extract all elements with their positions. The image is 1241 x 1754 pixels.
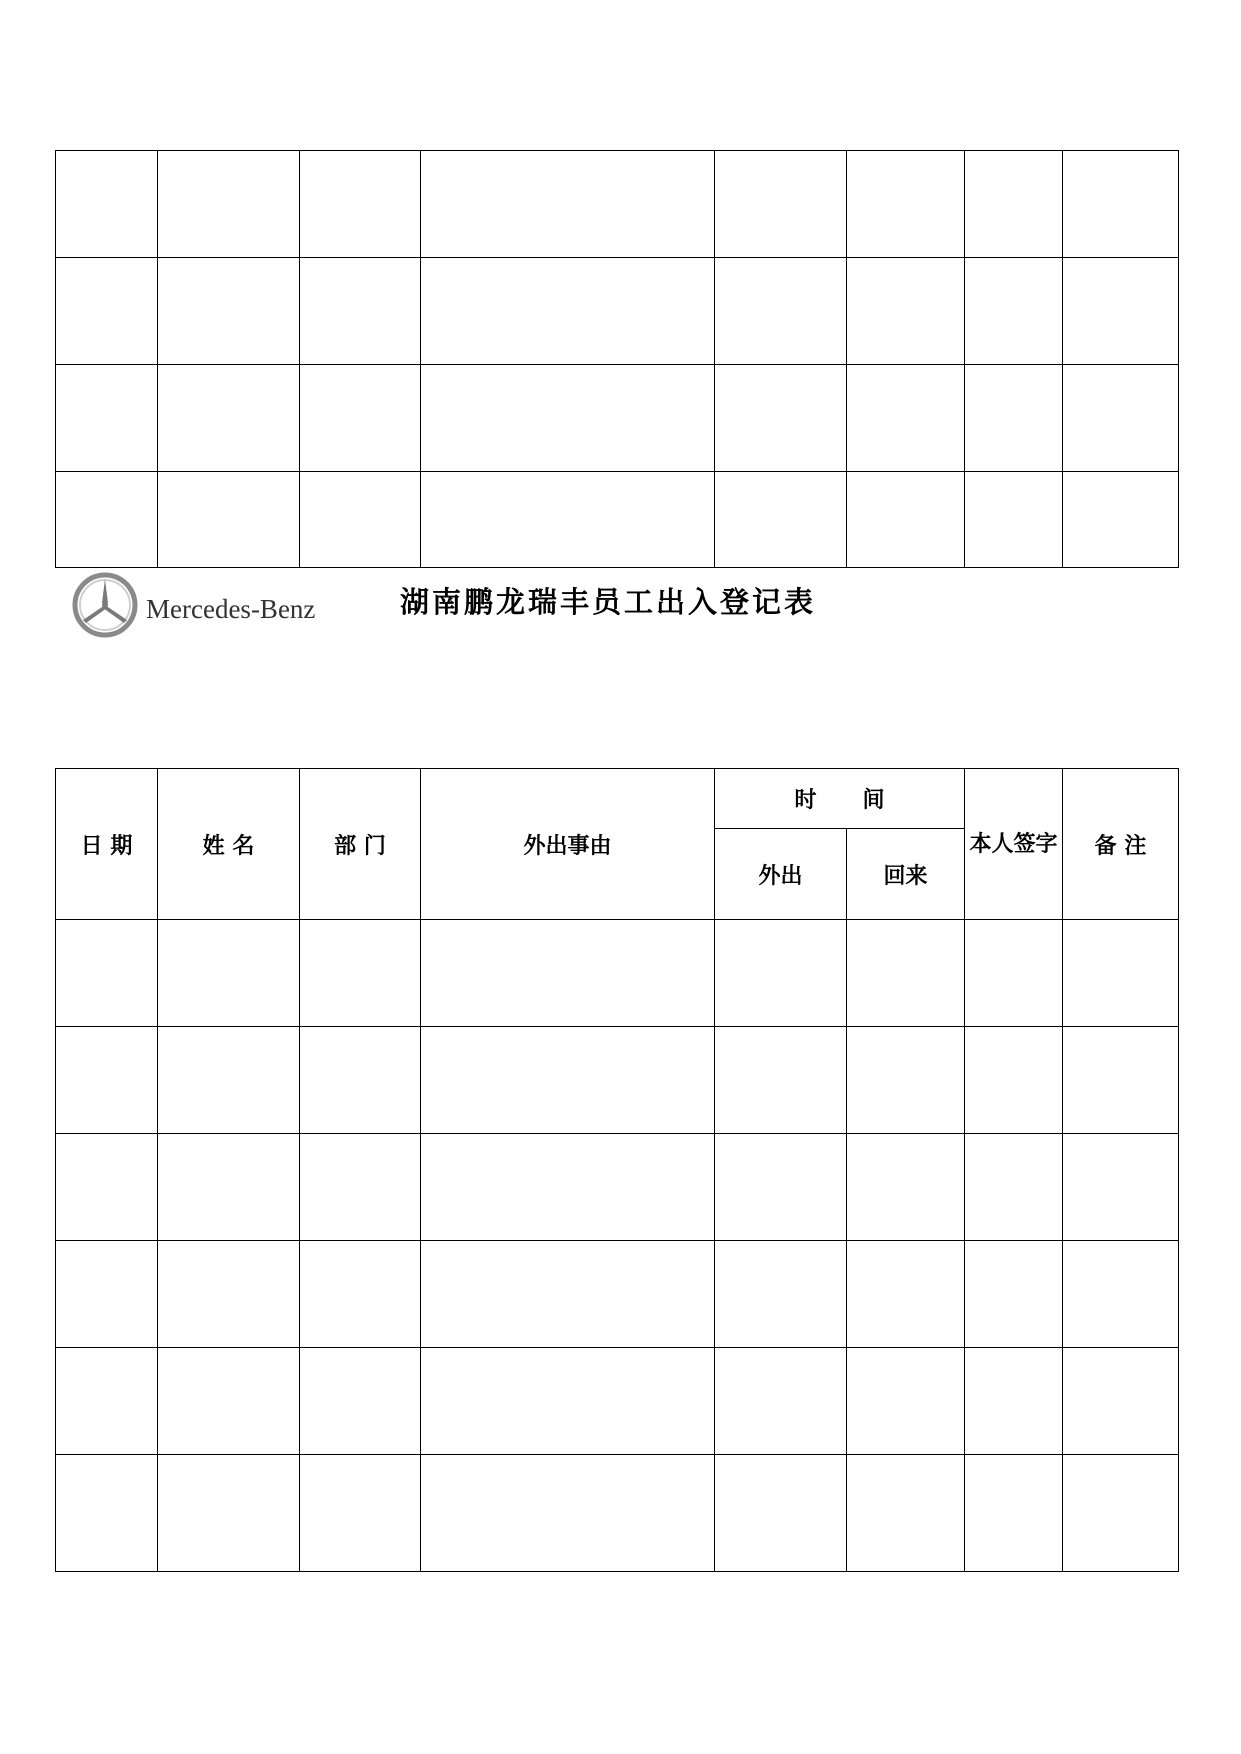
header-name: 姓 名	[158, 769, 300, 920]
table-row	[56, 920, 1179, 1027]
brand-wordmark: Mercedes-Benz	[146, 594, 316, 624]
header-time-out: 外出	[715, 829, 847, 920]
continued-form-table	[55, 150, 1179, 568]
table-header-row	[56, 769, 1179, 829]
header-reason: 外出事由	[421, 769, 715, 920]
header-time-back: 回来	[847, 829, 965, 920]
header-remark: 备 注	[1063, 769, 1179, 920]
header-signature: 本人签字	[965, 769, 1063, 920]
table-row	[56, 1455, 1179, 1572]
table-row	[56, 151, 1179, 258]
table-row	[56, 1348, 1179, 1455]
form-title: 湖南鹏龙瑞丰员工出入登记表	[400, 585, 817, 619]
table-row	[56, 1027, 1179, 1134]
table-row	[56, 258, 1179, 365]
table-row	[56, 472, 1179, 568]
table-row	[56, 365, 1179, 472]
table-row	[56, 1134, 1179, 1241]
header-time: 时 间	[715, 769, 965, 829]
header-department: 部 门	[300, 769, 421, 920]
registration-form-table	[55, 768, 1179, 1572]
header-date: 日 期	[56, 769, 158, 920]
table-row	[56, 1241, 1179, 1348]
